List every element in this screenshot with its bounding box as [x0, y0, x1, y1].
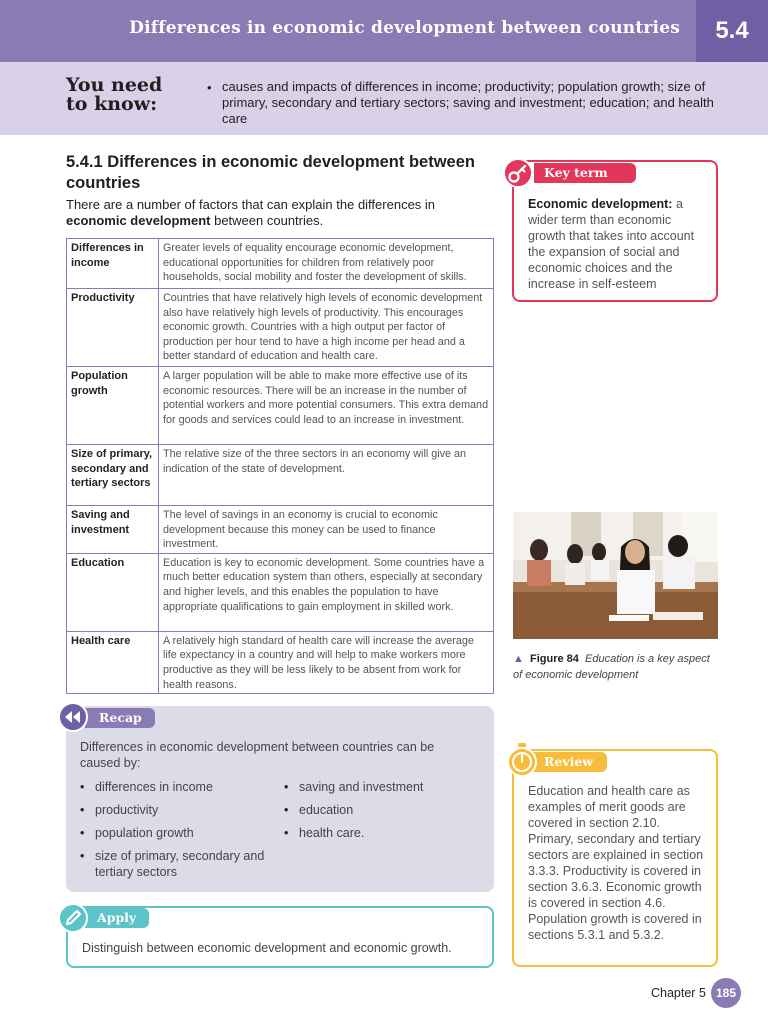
table-row — [67, 553, 494, 631]
need-to-know-label-line2: to know: — [66, 93, 158, 115]
factor-cell: Population growth — [67, 367, 159, 445]
list-item: • differences in income — [80, 779, 280, 795]
table-row — [67, 289, 494, 367]
factor-cell: Differences in income — [67, 239, 159, 289]
pencil-icon-glyph — [60, 905, 86, 931]
intro-keyword: economic development — [66, 213, 211, 228]
explanation-cell: The level of savings in an economy is crucial to economic development because this money can be used to finance investment. — [159, 506, 494, 554]
section-number-badge: 5.4 — [696, 0, 768, 62]
list-item: • saving and investment — [284, 779, 464, 795]
factor-cell: Education — [67, 553, 159, 631]
figure-caption — [513, 651, 713, 683]
rewind-icon — [58, 702, 88, 732]
table-row — [67, 367, 494, 445]
list-item: • education — [284, 802, 464, 818]
table-row — [67, 445, 494, 506]
list-item: • population growth — [80, 825, 280, 841]
factor-cell: Productivity — [67, 289, 159, 367]
intro-text-end: between countries. — [210, 213, 324, 228]
table-row — [67, 239, 494, 289]
explanation-cell: A larger population will be able to make more effective use of its economic resources. There will be an increase in the number of potential workers and more potential consumers. This extra demand for goods and services could lead to an increase in investment. — [159, 367, 494, 445]
figure-label: Figure 84 — [530, 653, 579, 665]
caption-triangle-icon: ▲ — [513, 653, 524, 665]
figure-caption-text: Education is a key aspect of economic development — [513, 653, 710, 681]
section-heading: 5.4.1 Differences in economic development between countries — [66, 153, 475, 192]
factors-table — [66, 238, 494, 694]
key-term-definition — [528, 196, 708, 292]
list-item: • productivity — [80, 802, 280, 818]
recap-intro: Differences in economic development between countries can be caused by: — [80, 740, 435, 770]
explanation-cell: The relative size of the three sectors in an economy will give an indication of the state of development. — [159, 445, 494, 506]
classroom-photo-image — [513, 512, 718, 639]
intro-text-start: There are a number of factors that can explain the differences in — [66, 197, 436, 212]
review-text: Education and health care as examples of merit goods are covered in section 2.10. Primary, secondary and tertiary sectors are explained in section 3.3.3. Productivity is covered in section 3.6.3. Economic growth is covered in section 4.6. Population growth is covered in sections 5.3.1 and 5.3.2. — [528, 784, 704, 942]
stopwatch-icon — [506, 742, 538, 778]
page-title: Differences in economic development between countries — [129, 18, 680, 38]
table-row — [67, 506, 494, 554]
key-term-word: Economic development: — [528, 197, 673, 211]
apply-tab-label: Apply — [97, 910, 137, 925]
explanation-cell: Greater levels of equality encourage economic development, educational opportunities for children from relatively poor households, social mobility and foster the development of skills. — [159, 239, 494, 289]
list-item: • health care. — [284, 825, 464, 841]
explanation-cell: Countries that have relatively high levels of economic development also have relatively high levels of productivity. This encourages economic growth. Countries with a high output per factor of production per hour tend to have a high income per head and a better standard of education and health care. — [159, 289, 494, 367]
list-item: • size of primary, secondary and tertiary sectors — [80, 848, 280, 880]
key-icon-glyph — [505, 160, 531, 186]
recap-list-left — [80, 779, 280, 887]
apply-question: Distinguish between economic development and economic growth. — [82, 941, 452, 955]
bullet-icon: • — [207, 80, 212, 95]
section-intro — [66, 197, 498, 229]
page-number: 185 — [711, 978, 741, 1008]
key-icon — [503, 158, 533, 188]
factor-cell: Health care — [67, 631, 159, 693]
recap-tab-label: Recap — [99, 710, 142, 725]
need-to-know-label-line1: You need — [66, 74, 163, 96]
explanation-cell: Education is key to economic development. Some countries have a much better education system than others, especially at secondary and higher levels, and this enables the population to have appropriate qualifications to gain employment in skilled work. — [159, 553, 494, 631]
recap-list-right — [284, 779, 464, 848]
rewind-icon-glyph — [60, 704, 86, 730]
key-term-text: a wider term than economic growth that takes into account the expansion of social and economic choices and the increase in self-esteem — [528, 197, 695, 291]
key-term-tab-label: Key term — [544, 165, 608, 180]
factor-cell: Saving and investment — [67, 506, 159, 554]
need-to-know-label — [66, 76, 186, 114]
factor-cell: Size of primary, secondary and tertiary sectors — [67, 445, 159, 506]
explanation-cell: A relatively high standard of health care will increase the average life expectancy in a country and will help to make workers more productive as they will be less likely to be absent from work for health reasons. — [159, 631, 494, 693]
need-to-know-text: causes and impacts of differences in income; productivity; population growth; size of primary, secondary and tertiary sectors; saving and investment; education; and health care — [222, 79, 714, 126]
table-row — [67, 631, 494, 693]
review-tab-label: Review — [544, 754, 594, 769]
chapter-label: Chapter 5 — [651, 986, 706, 1000]
pencil-icon — [58, 903, 88, 933]
classroom-photo — [513, 512, 718, 639]
